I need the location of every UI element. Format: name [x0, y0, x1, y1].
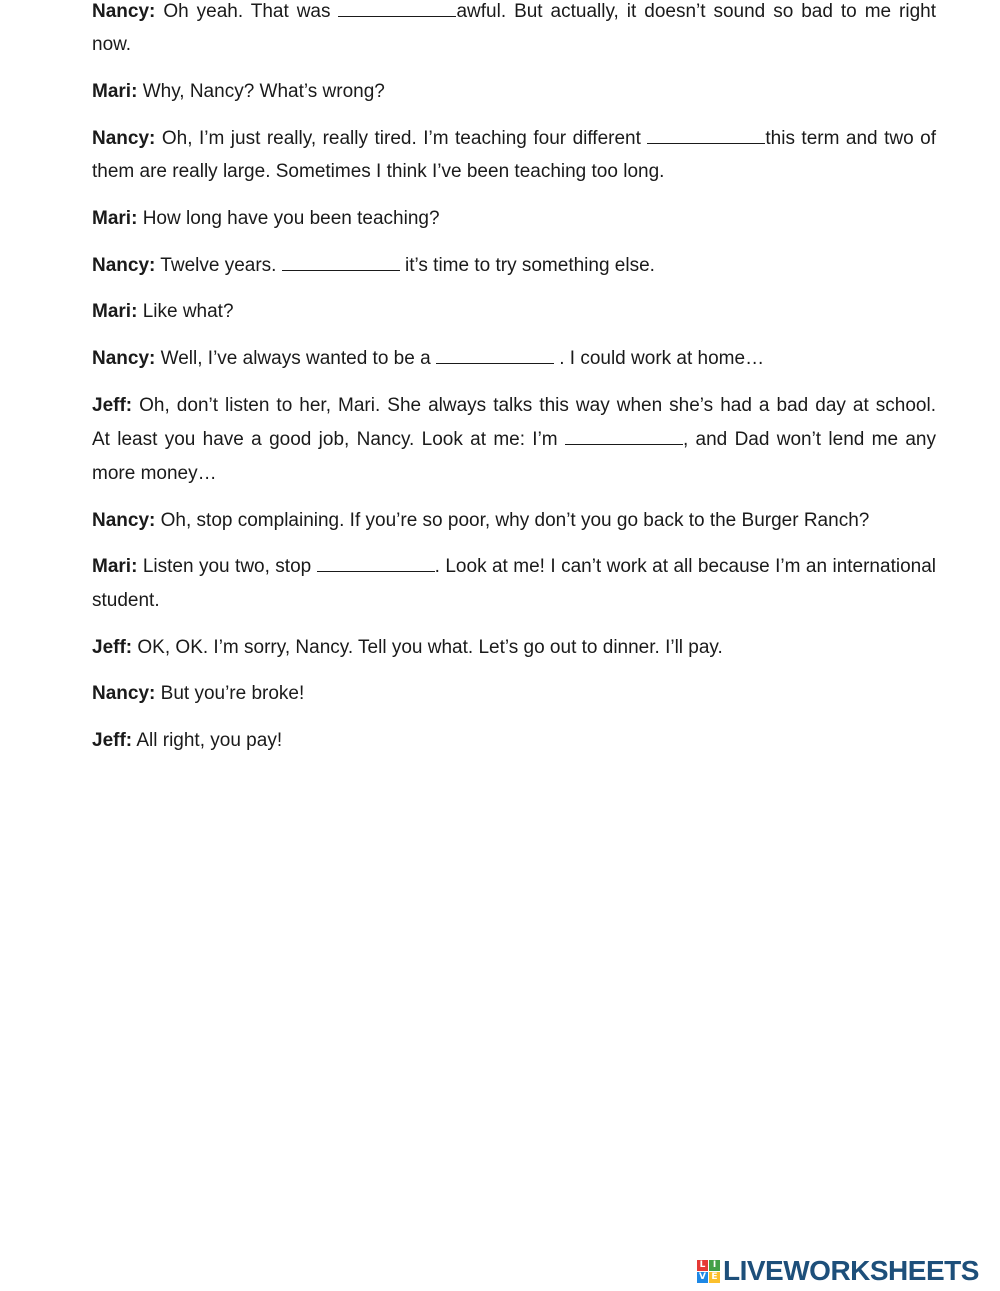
speaker-name: Nancy: [92, 1, 156, 22]
answer-blank[interactable] [282, 254, 400, 271]
dialogue-text: . Look at me! I can’t work at all because I’m an international [434, 556, 936, 577]
dialogue-line [92, 389, 936, 422]
dialogue-text: Like what? [142, 301, 234, 322]
dialogue-text: Listen you two, stop [142, 556, 317, 577]
liveworksheets-logo [697, 1254, 979, 1288]
dialogue-text: How long have you been teaching? [142, 208, 440, 229]
dialogue-text: , and Dad won’t lend me any [682, 429, 936, 450]
dialogue-line [92, 28, 936, 61]
dialogue-text: Oh, I’m just really, really tired. I’m teaching four different [161, 128, 648, 149]
dialogue-text: Oh, don’t listen to her, Mari. She always talks this way when she’s had a bad day at school. [139, 395, 936, 416]
dialogue-text: them are really large. Sometimes I think I’ve been teaching too long. [92, 161, 665, 182]
speaker-name: Jeff: [92, 637, 133, 658]
dialogue-line [92, 122, 936, 155]
logo-mark-tile: I [709, 1260, 720, 1271]
dialogue-line [92, 342, 936, 375]
answer-blank[interactable] [338, 0, 456, 17]
speaker-name: Jeff: [92, 395, 133, 416]
speaker-name: Jeff: [92, 730, 133, 751]
dialogue-text: OK, OK. I’m sorry, Nancy. Tell you what. Let’s go out to dinner. I’ll pay. [137, 637, 723, 658]
dialogue-text: At least you have a good job, Nancy. Look at me: I’m [92, 429, 565, 450]
dialogue-line [92, 202, 936, 235]
logo-mark-tile: L [697, 1260, 708, 1271]
speaker-name: Nancy: [92, 510, 156, 531]
dialogue-text: Well, I’ve always wanted to be a [160, 348, 436, 369]
dialogue-line [92, 155, 936, 188]
dialogue-line [92, 550, 936, 583]
answer-blank[interactable] [317, 555, 435, 572]
dialogue-text: this term and two of [765, 128, 937, 149]
liveworksheets-logo-text: LIVEWORKSHEETS [723, 1255, 979, 1286]
answer-blank[interactable] [647, 127, 765, 144]
dialogue-line [92, 75, 936, 108]
speaker-name: Mari: [92, 81, 138, 102]
dialogue-text: All right, you pay! [136, 730, 283, 751]
speaker-name: Mari: [92, 556, 138, 577]
dialogue-line [92, 295, 936, 328]
answer-blank[interactable] [436, 347, 554, 364]
dialogue-line [92, 584, 936, 617]
dialogue-line [92, 504, 936, 537]
dialogue-text: Twelve years. [160, 255, 282, 276]
dialogue-text: Why, Nancy? What’s wrong? [142, 81, 385, 102]
dialogue-text: it’s time to try something else. [399, 255, 655, 276]
dialogue-text: more money… [92, 463, 217, 484]
speaker-name: Mari: [92, 208, 138, 229]
liveworksheets-logo-icon [697, 1260, 720, 1283]
dialogue-line [92, 249, 936, 282]
dialogue-line [92, 457, 936, 490]
answer-blank[interactable] [565, 428, 683, 445]
speaker-name: Nancy: [92, 255, 156, 276]
dialogue-line [92, 423, 936, 456]
logo-mark-tile: E [709, 1272, 720, 1283]
dialogue-line [92, 724, 936, 757]
speaker-name: Nancy: [92, 348, 156, 369]
dialogue-text: . I could work at home… [553, 348, 765, 369]
dialogue-text: awful. But actually, it doesn’t sound so bad to me right [456, 1, 937, 22]
speaker-name: Nancy: [92, 683, 156, 704]
dialogue-line [92, 631, 936, 664]
speaker-name: Nancy: [92, 128, 156, 149]
dialogue-line [92, 0, 936, 28]
dialogue-text: Oh, stop complaining. If you’re so poor, why don’t you go back to the Burger Ranch? [160, 510, 870, 531]
speaker-name: Mari: [92, 301, 138, 322]
dialogue-text: student. [92, 590, 160, 611]
dialogue-text: now. [92, 34, 132, 55]
logo-mark-tile: V [697, 1272, 708, 1283]
dialogue-text: Oh yeah. That was [163, 1, 339, 22]
dialogue-line [92, 677, 936, 710]
dialogue-text: But you’re broke! [160, 683, 305, 704]
